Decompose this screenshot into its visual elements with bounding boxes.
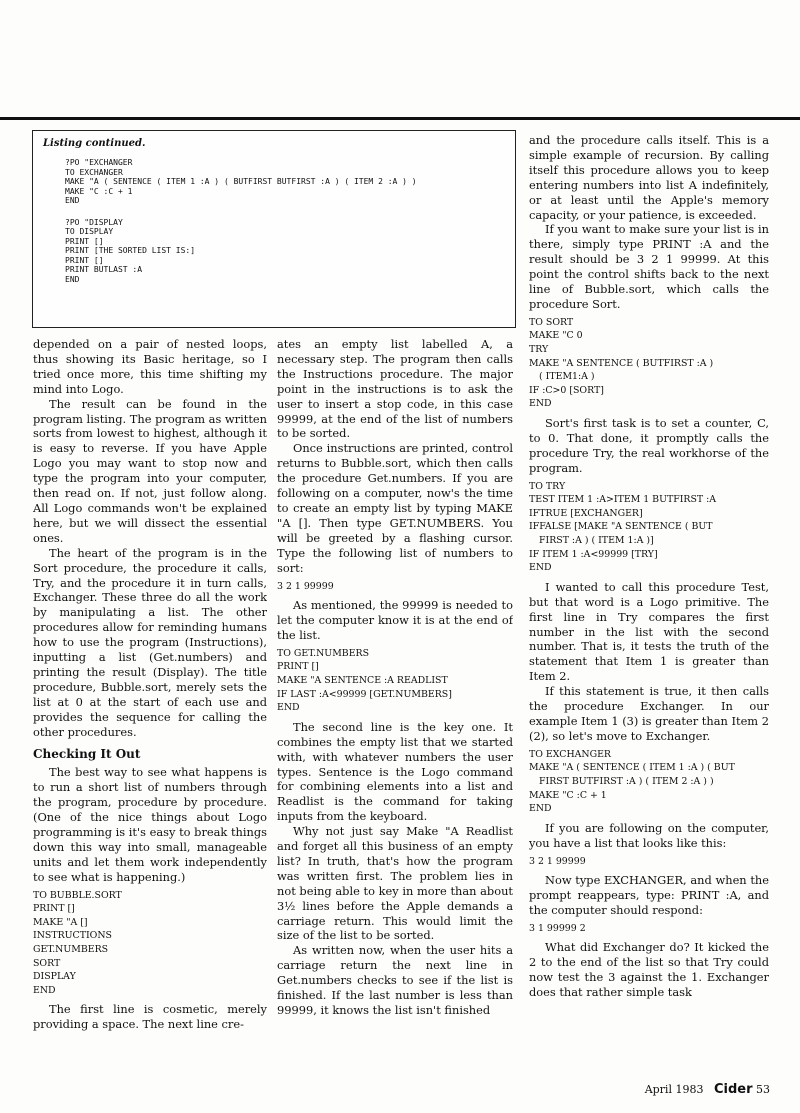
code-line: MAKE "C :C + 1	[529, 789, 607, 801]
listing-line: MAKE "C :C + 1	[65, 186, 133, 196]
body-paragraph: What did Exchanger do? It kicked the 2 to the end of the list so that Try could now test the 3 against the 1. Exchanger does that rather simple task	[529, 940, 769, 1000]
code-line: MAKE "A SENTENCE ( BUTFIRST :A )	[529, 357, 714, 369]
page-footer	[645, 1082, 770, 1097]
issue-date: April 1983	[644, 1083, 704, 1096]
code-block	[529, 316, 769, 411]
code-line: MAKE "A ( SENTENCE ( ITEM 1 :A ) ( BUT	[529, 762, 735, 774]
listing-line: ?PO "EXCHANGER	[65, 158, 133, 167]
code-line: 3 1 99999 2	[529, 922, 586, 934]
body-paragraph: depended on a pair of nested loops, thus showing its Basic heritage, so I tried once more, this time shifting my mind into Logo.	[33, 337, 267, 396]
body-paragraph: As mentioned, the 99999 is needed to let the computer know it is at the end of the list.	[277, 598, 513, 642]
code-line: IFFALSE [MAKE "A SENTENCE ( BUT	[529, 521, 713, 533]
article-column-2	[277, 337, 513, 1082]
code-line: TEST ITEM 1 :A>ITEM 1 BUTFIRST :A	[529, 494, 717, 506]
body-paragraph: Now type EXCHANGER, and when the prompt reappears, type: PRINT :A, and the computer should respond:	[529, 873, 769, 917]
code-line: TRY	[529, 344, 549, 356]
code-line: TO EXCHANGER	[529, 748, 611, 760]
code-line: ( ITEM1:A )	[539, 371, 595, 383]
code-line: FIRST BUTFIRST :A ) ( ITEM 2 :A ) )	[539, 775, 714, 787]
code-line: END	[277, 702, 300, 714]
body-paragraph: Once instructions are printed, control returns to Bubble.sort, which then calls the procedure Get.numbers. If you are following on a computer, now's the time to create an empty list by typing MAKE "A []. Then type GET.NUMBERS. You will be greeted by a flashing cursor. Type the following list of numbers to sort:	[277, 441, 513, 575]
listing-line: PRINT [THE SORTED LIST IS:]	[65, 246, 196, 255]
code-block	[277, 580, 513, 594]
header-rule	[0, 117, 800, 120]
listing-group-display	[43, 218, 505, 285]
listing-line: MAKE "A ( SENTENCE ( ITEM 1 :A ) ( BUTFIRST BUTFIRST :A ) ( ITEM 2 :A ) )	[65, 177, 417, 186]
section-heading: Checking It Out	[33, 747, 141, 762]
body-paragraph: If you want to make sure your list is in there, simply type PRINT :A and the result should be 3 2 1 99999. At this point the control shifts back to the next line of Bubble.sort, which calls the procedure Sort.	[529, 222, 769, 311]
body-paragraph: The first line is cosmetic, merely providing a space. The next line cre-	[33, 1002, 267, 1032]
listing-line: TO EXCHANGER	[65, 167, 123, 177]
code-line: TO BUBBLE.SORT	[33, 889, 122, 901]
code-line: END	[529, 803, 552, 815]
code-line: IFTRUE [EXCHANGER]	[529, 507, 643, 519]
body-paragraph: If you are following on the computer, you have a list that looks like this:	[529, 820, 769, 850]
code-line: IF LAST :A<99999 [GET.NUMBERS]	[277, 688, 452, 700]
body-paragraph: The heart of the program is in the Sort procedure, the procedure it calls, Try, and the procedure it in turn calls, Exchanger. These three do all the work by manipulating a list. The other procedures allow for reminding humans how to use the program (Instructions), inputting a list (Get.numbers) and printing the result (Display). The title procedure, Bubble.sort, merely sets the list at 0 at the start of each use and provides the sequence for calling the other procedures.	[33, 545, 267, 739]
code-line: END	[33, 984, 56, 996]
code-line: INSTRUCTIONS	[33, 930, 112, 942]
code-line: PRINT []	[277, 661, 319, 673]
body-paragraph: I wanted to call this procedure Test, but that word is a Logo primitive. The first line in Try compares the first number in the list with the second number. That is, it tests the truth of the statement that Item 1 is greater than Item 2.	[529, 579, 769, 684]
article-column-1	[33, 337, 267, 1082]
listing-line: PRINT []	[65, 255, 104, 265]
code-line: IF :C>0 [SORT]	[529, 384, 604, 396]
code-line: MAKE "A []	[33, 916, 88, 928]
code-line: SORT	[33, 957, 61, 969]
code-block	[529, 748, 769, 816]
code-line: MAKE "A SENTENCE :A READLIST	[277, 675, 448, 686]
code-line: GET.NUMBERS	[33, 944, 109, 955]
page-number: 53	[756, 1083, 770, 1096]
listing-line: TO DISPLAY	[65, 227, 114, 236]
code-block	[529, 480, 769, 575]
code-line: 3 2 1 99999	[529, 855, 586, 867]
article-column-3	[529, 133, 769, 1081]
magazine-logo: Cider	[713, 1082, 753, 1097]
code-block	[529, 922, 769, 936]
listing-line: PRINT BUTLAST :A	[65, 265, 143, 274]
listing-line: END	[65, 274, 80, 284]
listing-group-exchanger	[43, 158, 505, 206]
listing-line: PRINT []	[65, 236, 104, 246]
body-paragraph: The second line is the key one. It combines the empty list that we started with, with whatever numbers the user types. Sentence is the Logo command for combining elements into a list and Readlist is the command for taking inputs from the keyboard.	[277, 719, 513, 824]
code-line: TO GET.NUMBERS	[277, 647, 370, 659]
body-paragraph: As written now, when the user hits a carriage return the next line in Get.numbers checks to see if the list is finished. If the last number is less than 99999, it knows the list isn't finished	[277, 943, 513, 1017]
code-line: END	[529, 562, 552, 574]
code-block	[529, 855, 769, 869]
code-line: DISPLAY	[33, 971, 76, 983]
body-paragraph: ates an empty list labelled A, a necessary step. The program then calls the Instructions procedure. The major point in the instructions is to ask the user to insert a stop code, in this case 99999, at the end of the list of numbers to be sorted.	[277, 337, 513, 441]
body-paragraph: Sort's first task is to set a counter, C, to 0. That done, it promptly calls the procedure Try, the real workhorse of the program.	[529, 416, 769, 475]
listing-line: ?PO "DISPLAY	[65, 217, 123, 227]
body-paragraph: The result can be found in the program listing. The program as written sorts from lowest to highest, although it is easy to reverse. If you have Apple Logo you may want to stop now and type the program into your computer, then read on. If not, just follow along. All Logo commands won't be explained here, but we will dissect the essential ones.	[33, 396, 267, 545]
code-block	[33, 889, 267, 998]
code-line: IF ITEM 1 :A<99999 [TRY]	[529, 548, 658, 560]
code-line: END	[529, 398, 552, 410]
body-paragraph: If this statement is true, it then calls the procedure Exchanger. In our example Item 1 (3) is greater than Item 2 (2), so let's move to Exchanger.	[529, 684, 769, 743]
code-line: TO TRY	[529, 480, 566, 492]
code-line: MAKE "C 0	[529, 330, 583, 342]
code-line: 3 2 1 99999	[277, 580, 334, 592]
body-paragraph: Why not just say Make "A Readlist and forget all this business of an empty list? In truth, that's how the program was written first. The problem lies in not being able to key in more than about 3½ lines before the Apple demands a carriage return. This would limit the size of the list to be sorted.	[277, 824, 513, 943]
program-listing-box	[32, 130, 516, 328]
listing-title: Listing continued.	[43, 138, 146, 149]
body-paragraph: The best way to see what happens is to run a short list of numbers through the program, procedure by procedure. (One of the nice things about Logo programming is it's easy to break things down this way into small, manageable units and let them work independently to see what is happening.)	[33, 765, 267, 884]
listing-line: END	[65, 196, 80, 205]
code-line: PRINT []	[33, 903, 75, 915]
code-line: FIRST :A ) ( ITEM 1:A )]	[539, 535, 654, 547]
code-block	[277, 647, 513, 715]
body-paragraph: and the procedure calls itself. This is a simple example of recursion. By calling itself this procedure allows you to keep entering numbers into list A indefinitely, or at least until the Apple's memory capacity, or your patience, is exceeded.	[529, 133, 769, 222]
code-line: TO SORT	[529, 316, 574, 328]
